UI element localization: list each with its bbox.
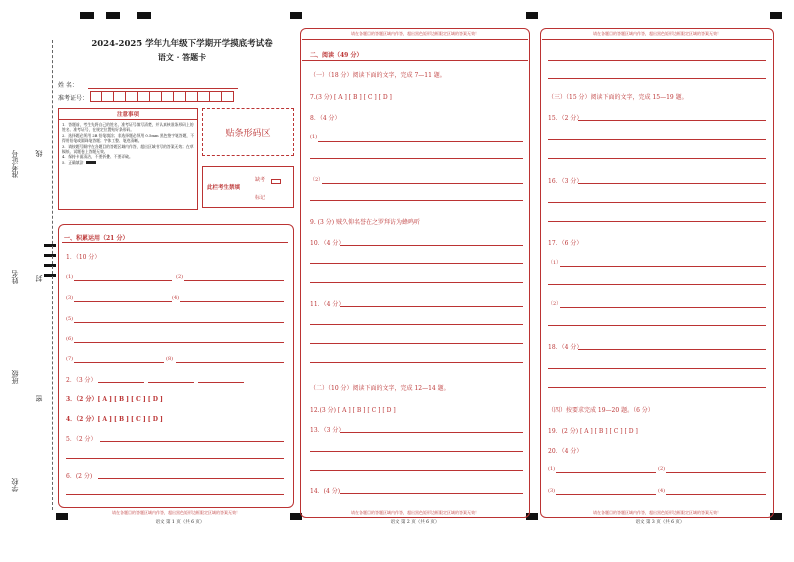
q2-label: 2．（3 分） xyxy=(66,377,97,384)
panel-notice: 请在各题目的答题区域内作答，超出黑色矩形边框限定区域的答案无效！ xyxy=(112,510,240,515)
side-label-name: 姓名 xyxy=(11,270,19,284)
side-label-id: 准考证号 xyxy=(11,150,19,178)
mark-label: 标记 xyxy=(255,195,266,201)
q16-label: 16．（3 分） xyxy=(548,178,583,185)
q20-sub-2: (2) xyxy=(658,466,666,472)
section-rule xyxy=(542,39,772,40)
q20-sub-4: (4) xyxy=(658,488,666,494)
side-label-class: 班级 xyxy=(11,370,19,384)
q19-choice[interactable]: 19．(2 分) [ A ] [ B ] [ C ] [ D ] xyxy=(548,428,638,435)
answer-line[interactable] xyxy=(340,432,523,433)
answer-line[interactable] xyxy=(74,301,172,302)
answer-line[interactable] xyxy=(74,280,172,281)
answer-line[interactable] xyxy=(556,494,656,495)
section2-panel xyxy=(300,28,530,518)
answer-line[interactable] xyxy=(184,280,284,281)
q13-label: 13．（3 分） xyxy=(310,427,345,434)
absent-heading: 此栏考生禁填 xyxy=(207,185,241,191)
part2-heading: （二）（10 分）阅读下面的文字，完成 12—14 题。 xyxy=(310,385,450,392)
q6-label: 6．(2 分) xyxy=(66,473,93,480)
answer-line[interactable] xyxy=(578,183,766,184)
q20-sub-3: (3) xyxy=(548,488,556,494)
answer-line[interactable] xyxy=(180,301,284,302)
answer-line[interactable] xyxy=(310,451,523,452)
alignment-marker xyxy=(770,12,782,19)
answer-line[interactable] xyxy=(66,494,284,495)
alignment-marker xyxy=(106,12,120,19)
answer-line[interactable] xyxy=(310,263,523,264)
answer-line[interactable] xyxy=(310,324,523,325)
seal-char-feng: 封 xyxy=(35,275,43,282)
section3-panel xyxy=(540,28,774,518)
q11-label: 11．（4 分） xyxy=(310,301,345,308)
note-item: 2．选择题必须用 2B 铅笔填涂；非选择题必须用 0.5mm 黑色签字笔答题，不得用铅笔或圆珠笔答题；字体工整、笔迹清晰。 xyxy=(62,132,194,144)
answer-line[interactable] xyxy=(560,266,766,267)
panel-notice: 请在各题目的答题区域内作答，超出黑色矩形边框限定区域的答案无效！ xyxy=(351,31,479,36)
answer-line[interactable] xyxy=(340,493,523,494)
answer-line[interactable] xyxy=(556,472,656,473)
id-boxes[interactable] xyxy=(90,91,234,102)
answer-line[interactable] xyxy=(548,139,766,140)
section1-panel xyxy=(58,224,294,508)
side-marker xyxy=(44,254,56,257)
q1-sub-3: (3) xyxy=(66,295,74,301)
q8-label: 8．（4 分） xyxy=(310,115,341,122)
name-label: 姓 名： xyxy=(58,82,78,89)
part4-heading: （四）按要求完成 19—20 题。（6 分） xyxy=(548,407,654,414)
answer-line[interactable] xyxy=(548,284,766,285)
part1-heading: （一）（18 分）阅读下面的文字，完成 7—11 题。 xyxy=(310,72,446,79)
answer-line[interactable] xyxy=(548,325,766,326)
q5-label: 5．（2 分） xyxy=(66,436,97,443)
notes-box xyxy=(58,108,198,210)
absent-label: 缺考 xyxy=(255,177,266,183)
q9-label: 9. (3 分) 贼久仰名誉在之罗拜访为蜂鸣听 xyxy=(310,219,420,226)
answer-line[interactable] xyxy=(548,387,766,388)
note-item: 1．答题前，考生先将自己的姓名，准考证号填写清楚，并认真核准条形码上的姓名、准考证号，在规定位置贴好条形码。 xyxy=(62,122,194,133)
panel-notice: 请在各题目的答题区域内作答，超出黑色矩形边框限定区域的答案无效！ xyxy=(593,510,721,515)
answer-line[interactable] xyxy=(176,362,284,363)
note-item: 5．正确填涂 xyxy=(62,159,84,165)
barcode-area xyxy=(202,108,294,156)
q7-choice[interactable]: 7.(3 分) [ A ] [ B ] [ C ] [ D ] xyxy=(310,94,392,101)
name-field[interactable] xyxy=(88,88,238,89)
q1-sub-1: (1) xyxy=(66,274,74,280)
section-rule xyxy=(302,39,528,40)
panel-notice: 请在各题目的答题区域内作答，超出黑色矩形边框限定区域的答案无效！ xyxy=(593,31,721,36)
answer-line[interactable] xyxy=(310,362,523,363)
q20-sub-1: (1) xyxy=(548,466,556,472)
q1-sub-4: (4) xyxy=(172,295,180,301)
absent-checkbox[interactable] xyxy=(271,179,281,184)
side-marker xyxy=(44,274,56,277)
answer-line[interactable] xyxy=(74,342,284,343)
answer-line[interactable] xyxy=(66,458,284,459)
page-footer: 语文 第 1 页（共 6 页） xyxy=(155,520,205,525)
seal-char-mi: 密 xyxy=(35,395,43,402)
alignment-marker xyxy=(526,12,538,19)
side-label-school: 学校 xyxy=(11,478,19,492)
q20-label: 20．（4 分） xyxy=(548,448,583,455)
q14-label: 14．(4 分) xyxy=(310,488,341,495)
section1-title: 一、积累运用（21 分） xyxy=(64,235,129,242)
alignment-marker xyxy=(290,12,302,19)
seal-line xyxy=(52,40,53,510)
answer-line[interactable] xyxy=(560,307,766,308)
answer-line[interactable] xyxy=(548,60,766,61)
answer-line[interactable] xyxy=(74,322,284,323)
q1-sub-7: (7) xyxy=(66,356,74,362)
q18-label: 18．（4 分） xyxy=(548,344,583,351)
section2-title: 二、阅读（49 分） xyxy=(310,52,363,59)
answer-line[interactable] xyxy=(340,245,523,246)
page-footer: 语文 第 2 页（共 6 页） xyxy=(390,520,440,525)
answer-line[interactable] xyxy=(310,343,523,344)
q1-sub-5: (5) xyxy=(66,316,74,322)
q1-sub-6: (6) xyxy=(66,336,74,342)
answer-line[interactable] xyxy=(148,382,194,383)
absent-box xyxy=(202,166,294,208)
answer-line[interactable] xyxy=(548,368,766,369)
fill-sample-icon xyxy=(86,161,96,164)
answer-line[interactable] xyxy=(310,200,523,201)
answer-line[interactable] xyxy=(578,349,766,350)
q17-label: 17．（6 分） xyxy=(548,240,583,247)
page-footer: 语文 第 3 页（共 6 页） xyxy=(635,520,685,525)
q17-sub-1: （1） xyxy=(548,260,562,266)
q1-label: 1．（10 分） xyxy=(66,254,101,261)
q17-sub-2: （2） xyxy=(548,301,562,307)
answer-line[interactable] xyxy=(310,158,523,159)
answer-line[interactable] xyxy=(666,472,766,473)
panel-notice: 请在各题目的答题区域内作答，超出黑色矩形边框限定区域的答案无效！ xyxy=(351,510,479,515)
answer-line[interactable] xyxy=(74,362,164,363)
q1-sub-2: (2) xyxy=(176,274,184,280)
q12-choice[interactable]: 12.(3 分) [ A ] [ B ] [ C ] [ D ] xyxy=(310,407,396,414)
q10-label: 10．（4 分） xyxy=(310,240,345,247)
answer-line[interactable] xyxy=(98,478,284,479)
section-rule xyxy=(62,242,288,243)
notes-heading: 注意事项 xyxy=(59,109,197,120)
answer-line[interactable] xyxy=(310,470,523,471)
q15-label: 15．（2 分） xyxy=(548,115,583,122)
answer-line[interactable] xyxy=(310,282,523,283)
exam-title: 2024-2025 学年九年级下学期开学摸底考试卷 xyxy=(91,39,273,49)
section-rule xyxy=(302,60,528,61)
answer-line[interactable] xyxy=(548,78,766,79)
exam-subtitle: 语文 · 答题卡 xyxy=(157,52,207,62)
answer-line[interactable] xyxy=(322,183,523,184)
q3-choice[interactable]: 3．（2 分）[ A ] [ B ] [ C ] [ D ] xyxy=(66,396,163,403)
q1-sub-8: (8) xyxy=(166,356,174,362)
alignment-marker xyxy=(137,12,151,19)
side-marker xyxy=(44,264,56,267)
note-item: 4．保持卡面清洁，不要折叠、不要弄破。 xyxy=(62,154,133,160)
answer-line[interactable] xyxy=(666,494,766,495)
answer-line[interactable] xyxy=(548,202,766,203)
answer-line[interactable] xyxy=(548,158,766,159)
q8-sub-2: （2） xyxy=(310,177,324,183)
part3-heading: （三）（15 分）阅读下面的文字，完成 15—19 题。 xyxy=(548,94,688,101)
alignment-marker xyxy=(80,12,94,19)
barcode-label: 贴条形码区 xyxy=(225,128,271,139)
answer-line[interactable] xyxy=(98,382,144,383)
answer-line[interactable] xyxy=(578,120,766,121)
q4-choice[interactable]: 4．（2 分）[ A ] [ B ] [ C ] [ D ] xyxy=(66,416,163,423)
answer-line[interactable] xyxy=(318,141,523,142)
seal-char-xian: 线 xyxy=(35,150,43,157)
id-label: 准考证号： xyxy=(58,95,89,102)
note-item: 3．请按题号顺序在各题目的答题区域内作答，超出区域书写的答案无效；在草稿纸、试题卷上答题无效。 xyxy=(62,143,194,155)
answer-line[interactable] xyxy=(198,382,244,383)
answer-line[interactable] xyxy=(340,306,523,307)
side-marker xyxy=(44,244,56,247)
answer-line[interactable] xyxy=(548,221,766,222)
answer-line[interactable] xyxy=(100,441,284,442)
q8-sub-1: (1) xyxy=(310,134,318,140)
